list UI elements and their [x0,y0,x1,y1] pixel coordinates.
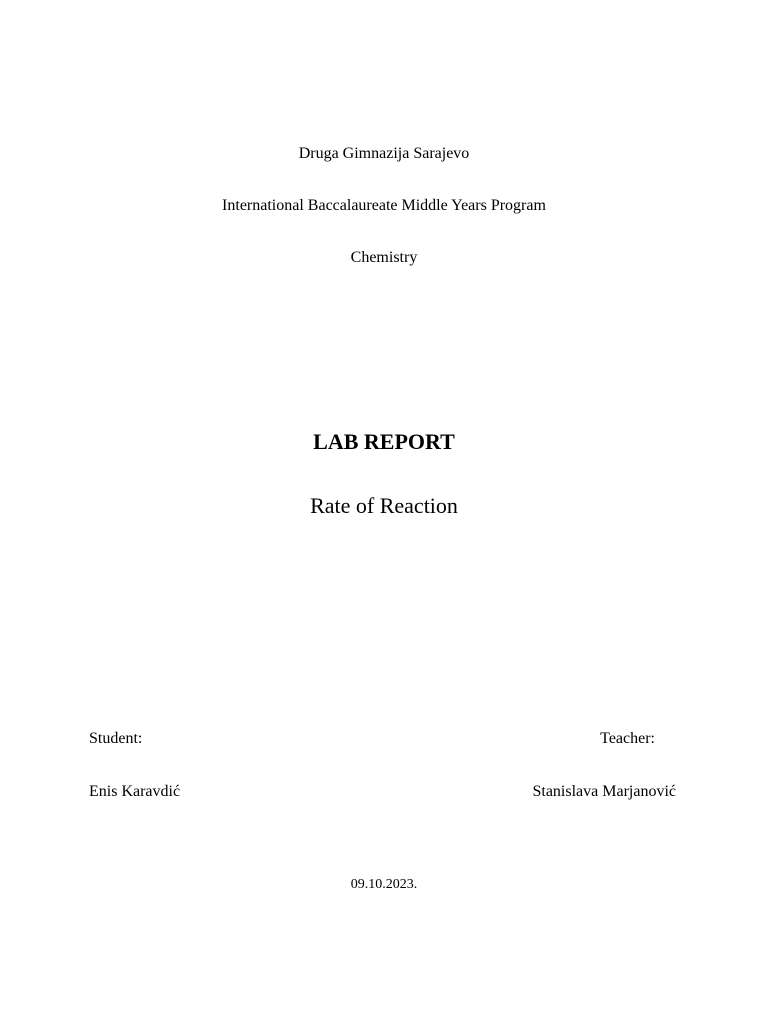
report-title: LAB REPORT [313,429,455,454]
student-label: Student: [89,730,143,747]
student-name: Enis Karavdić [89,783,181,800]
report-date: 09.10.2023. [350,877,418,892]
teacher-name: Stanislava Marjanović [532,783,676,800]
school-name: Druga Gimnazija Sarajevo [298,145,470,162]
program-name: International Baccalaureate Middle Years Program [222,197,546,214]
teacher-label: Teacher: [600,730,655,747]
subject-name: Chemistry [350,249,418,266]
report-subtitle: Rate of Reaction [310,493,458,518]
